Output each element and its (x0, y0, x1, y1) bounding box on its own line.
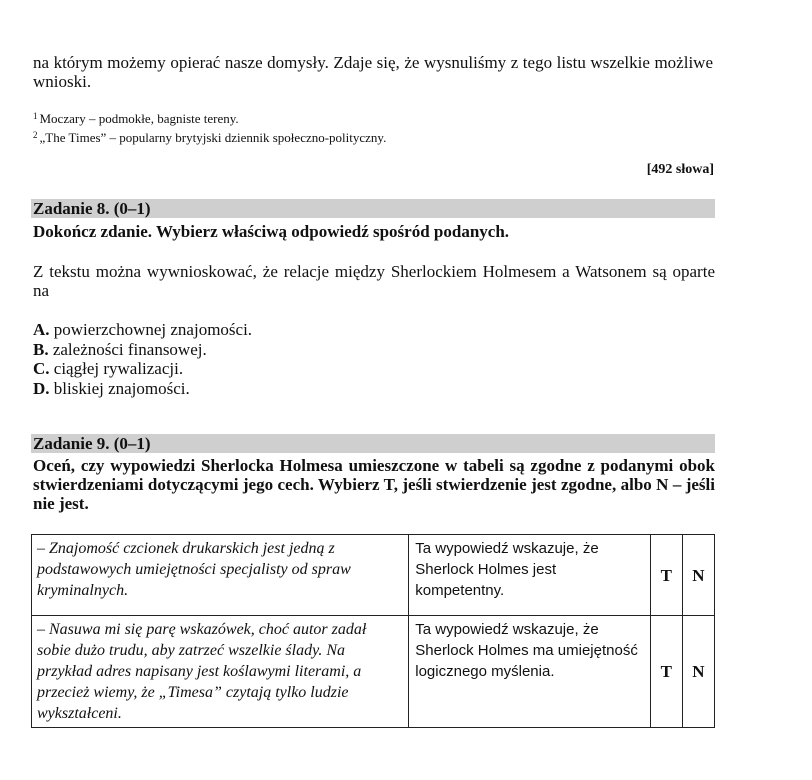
option-text: ciągłej rywalizacji. (53, 359, 184, 378)
true-false-table (31, 534, 715, 728)
true-option[interactable]: T (650, 535, 682, 616)
footnotes (33, 110, 713, 148)
word-count: [492 słowa] (646, 162, 714, 177)
option-letter: B. (33, 339, 49, 359)
footnote-1 (33, 110, 713, 129)
option-b[interactable] (33, 340, 252, 360)
quote-cell: – Znajomość czcionek drukarskich jest jedną z podstawowych umiejętności specjalisty od spraw kryminalnych. (32, 535, 409, 616)
option-c[interactable] (33, 359, 252, 379)
option-text: zależności finansowej. (52, 339, 207, 359)
footnote-2 (33, 129, 713, 148)
false-option[interactable]: N (682, 616, 714, 728)
task-8-options (33, 320, 252, 398)
option-letter: A. (33, 320, 50, 339)
footnote-text: „The Times” – popularny brytyjski dziennik społeczno-polityczny. (39, 130, 387, 145)
intro-paragraph: na którym możemy opierać nasze domysły. Zdaje się, że wysnuliśmy z tego listu wszelkie możliwe wnioski. (33, 53, 713, 91)
task-8-title: Zadanie 8. (0–1) (31, 199, 715, 218)
option-a[interactable] (33, 320, 252, 340)
option-text: powierzchownej znajomości. (53, 320, 253, 339)
footnote-number: 1 (33, 111, 38, 121)
option-letter: D. (33, 378, 50, 398)
table-row (32, 616, 715, 728)
quote-cell: – Nasuwa mi się parę wskazówek, choć autor zadał sobie dużo trudu, aby zatrzeć wszelkie ślady. Na przykład adres napisany jest koślawymi literami, a przecież wiemy, że „Timesa” czytają tylko ludzie wykształceni. (32, 616, 409, 728)
footnote-text: Moczary – podmokłe, bagniste tereny. (39, 111, 239, 126)
footnote-number: 2 (33, 130, 38, 140)
table-row (32, 535, 715, 616)
task-9-instruction: Oceń, czy wypowiedzi Sherlocka Holmesa umieszczone w tabeli są zgodne z podanymi obok stwierdzeniami dotyczącymi jego cech. Wybierz T, jeśli stwierdzenie jest zgodne, albo N – jeśli nie jest. (33, 456, 715, 513)
task-9-title: Zadanie 9. (0–1) (31, 434, 715, 453)
statement-cell: Ta wypowiedź wskazuje, że Sherlock Holmes jest kompetentny. (409, 535, 650, 616)
task-8-question: Z tekstu można wywnioskować, że relacje między Sherlockiem Holmesem a Watsonem są oparte na (33, 262, 715, 300)
task-8-instruction: Dokończ zdanie. Wybierz właściwą odpowiedź spośród podanych. (33, 222, 510, 241)
option-letter: C. (33, 359, 50, 378)
true-option[interactable]: T (650, 616, 682, 728)
option-d[interactable] (33, 379, 252, 399)
option-text: bliskiej znajomości. (53, 378, 190, 398)
false-option[interactable]: N (682, 535, 714, 616)
statement-cell: Ta wypowiedź wskazuje, że Sherlock Holmes ma umiejętność logicznego myślenia. (409, 616, 650, 728)
